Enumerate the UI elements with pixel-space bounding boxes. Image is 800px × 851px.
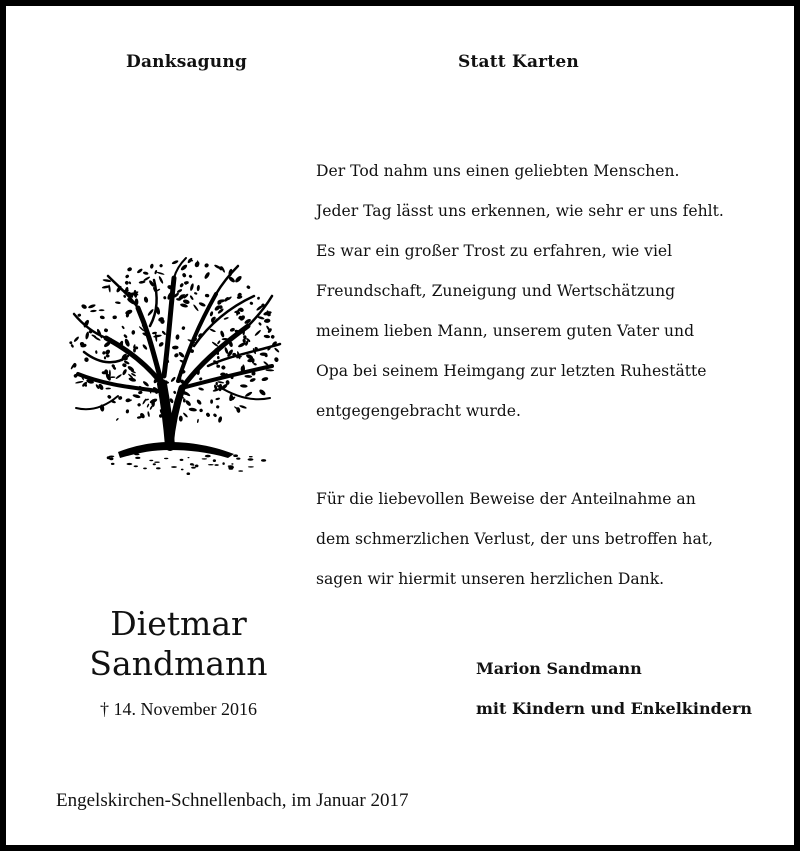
message-text [316, 151, 786, 599]
message-line: entgegengebracht wurde. [316, 402, 521, 420]
signature-name: Marion Sandmann [476, 659, 642, 678]
heading-danksagung: Danksagung [126, 52, 247, 72]
message-line: Für die liebevollen Beweise der Anteilnahme an [316, 490, 696, 508]
message-line: Der Tod nahm uns einen geliebten Menschen. [316, 162, 680, 180]
message-line: sagen wir hiermit unseren herzlichen Dank. [316, 570, 665, 588]
deceased-last-name: Sandmann [89, 644, 268, 683]
message-line: Es war ein großer Trost zu erfahren, wie viel [316, 242, 673, 260]
signature-family: mit Kindern und Enkelkindern [476, 699, 753, 718]
message-line: dem schmerzlichen Verlust, der uns betroffen hat, [316, 530, 713, 548]
heading-statt-karten: Statt Karten [458, 52, 579, 72]
message-line: meinem lieben Mann, unserem guten Vater und [316, 322, 695, 340]
death-date: † 14. November 2016 [100, 699, 257, 719]
message-line: Freundschaft, Zuneigung und Wertschätzung [316, 282, 676, 300]
tree-icon [58, 256, 290, 478]
message-line: Jeder Tag lässt uns erkennen, wie sehr er uns fehlt. [316, 202, 724, 220]
place-and-date: Engelskirchen-Schnellenbach, im Januar 2017 [56, 790, 409, 811]
message-line: Opa bei seinem Heimgang zur letzten Ruhestätte [316, 362, 707, 380]
deceased-first-name: Dietmar [110, 604, 247, 643]
